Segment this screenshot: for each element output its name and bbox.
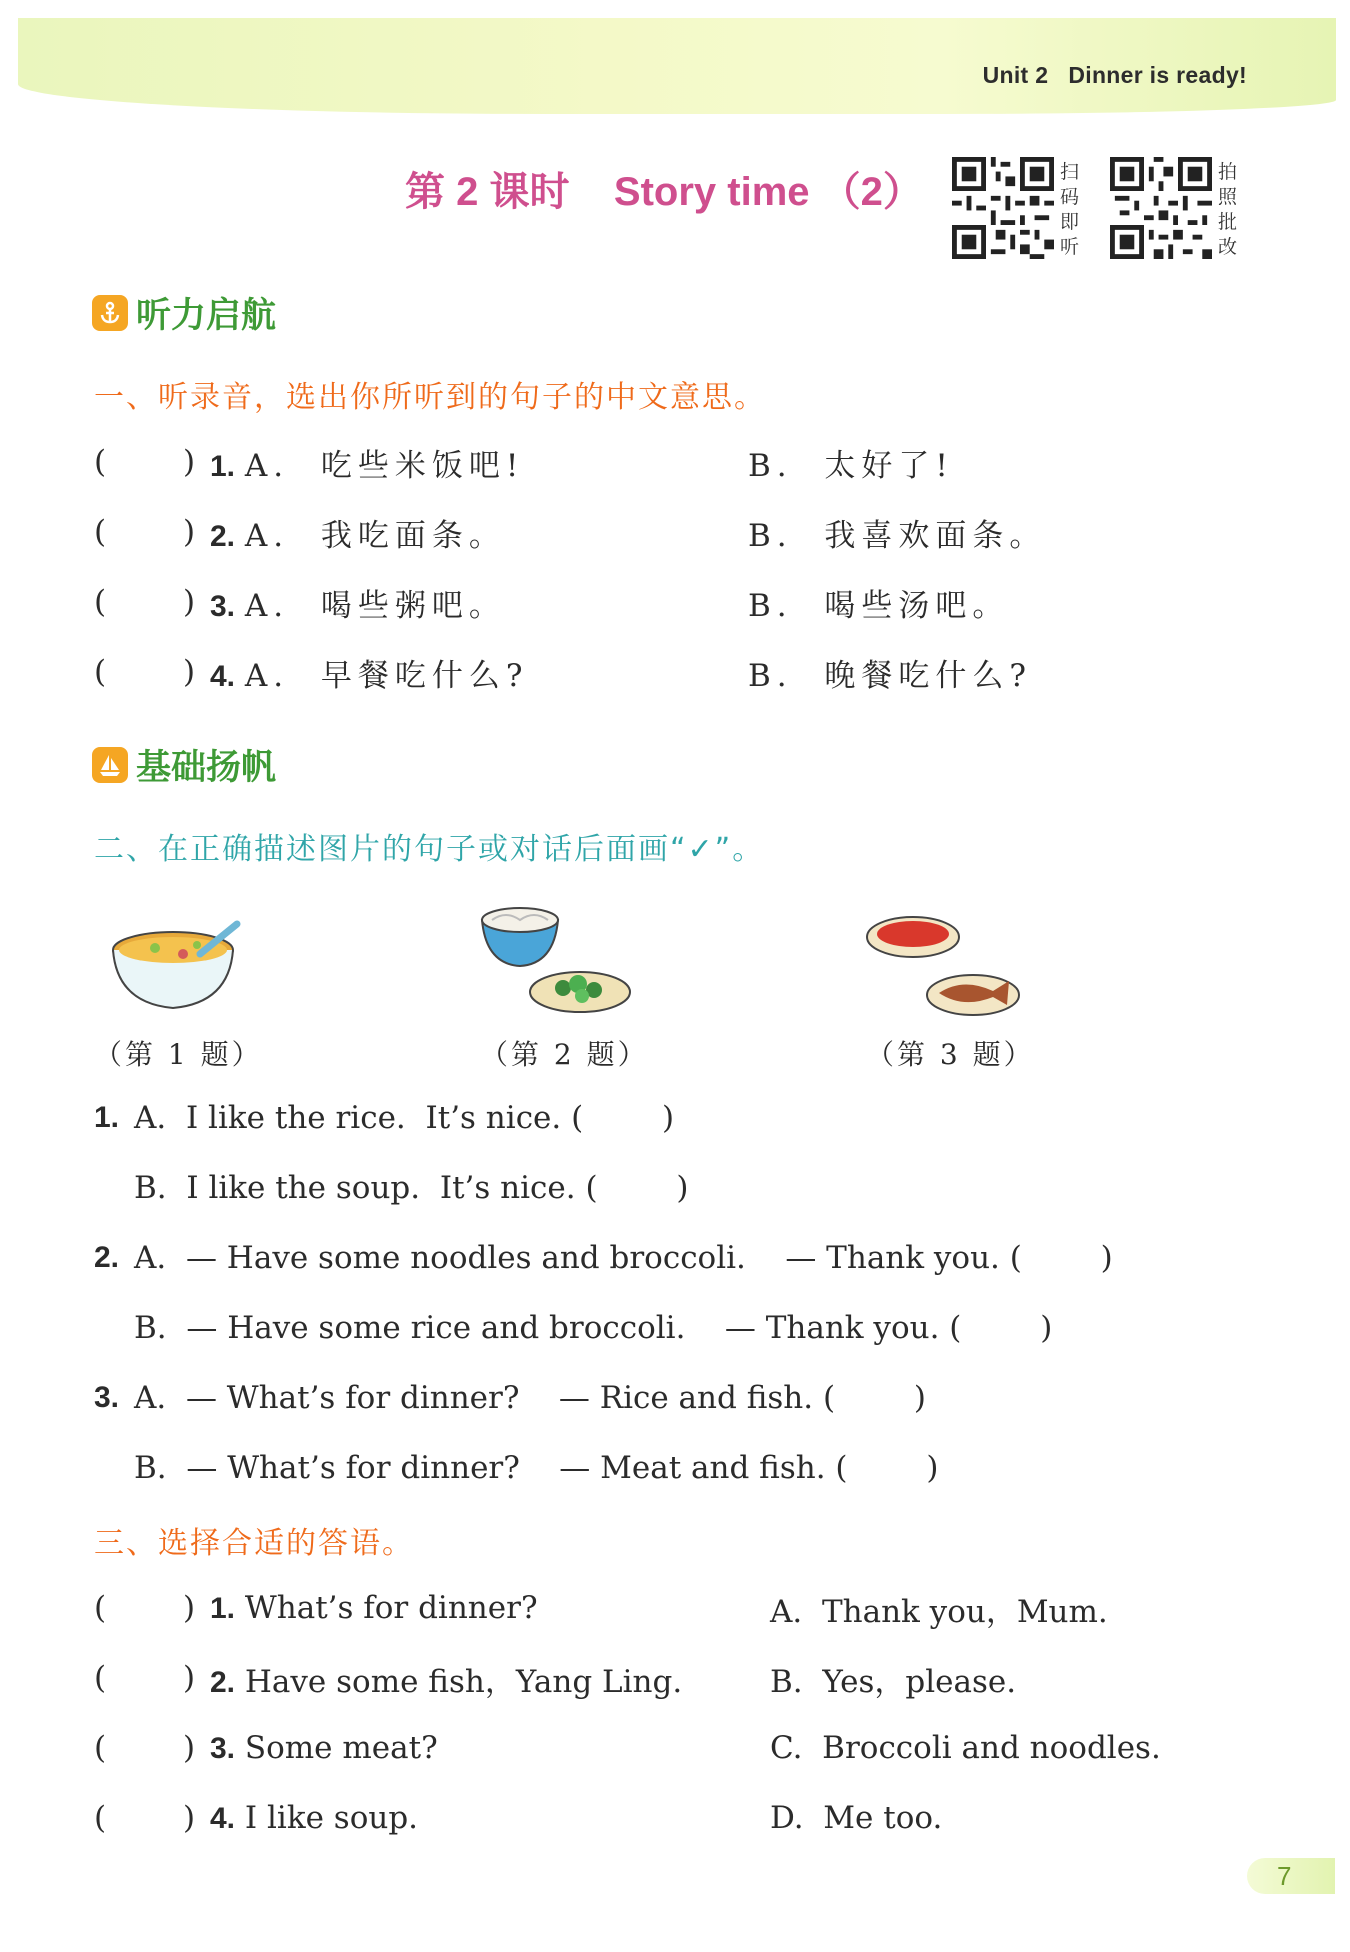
section-basics [92,740,276,790]
part3-heading: 三、选择合适的答语。 [94,1526,414,1561]
part2-line: 2. A. — Have some noodles and broccoli. — Thank you. ( ) [94,1240,1113,1276]
unit-label: Unit 2 Dinner is ready! [982,62,1247,88]
answer-blank[interactable]: ) [183,514,196,550]
part3-item: ( ) 2. Have some fish，Yang Ling. B. Yes，please. [94,1660,1017,1700]
anchor-icon [92,295,128,331]
answer-blank[interactable]: ) [183,1590,196,1626]
page-number: 7 [1247,1858,1335,1894]
part2-line: 1. A. I like the rice. It’s nice. ( ) [94,1100,675,1136]
lesson-title: 第 2 课时 Story time （2） [405,170,923,214]
part2-line: 3. A. — What’s for dinner? — Rice and fish. ( ) [94,1380,926,1416]
soup-bowl-icon [105,908,245,1018]
part1-heading: 一、听录音，选出你所听到的句子的中文意思。 [94,380,766,415]
section-listening-title: 听力启航 [136,296,277,336]
qr-code-listen-icon[interactable] [952,157,1054,259]
qr-photo-caption: 拍 照 批 改 [1218,161,1238,258]
part2-line: B. — Have some rice and broccoli. — Thank you. ( ) [134,1310,1053,1346]
picture-label-1: （第 1 题） [94,1038,263,1071]
section-basics-title: 基础扬帆 [136,748,277,788]
answer-blank[interactable]: ) [183,1660,196,1696]
meat-fish-icon [863,905,1023,1025]
part1-item: ( ) 4. A. 早餐吃什么? B. 晚餐吃什么? [94,654,1032,694]
part2-heading: 二、在正确描述图片的句子或对话后面画“✓”。 [94,832,765,867]
noodles-broccoli-icon [478,900,638,1025]
section-listening [92,288,276,338]
answer-blank[interactable]: ) [183,1730,196,1766]
picture-label-2: （第 2 题） [480,1038,649,1071]
answer-blank[interactable]: ) [183,444,196,480]
sailboat-icon [92,747,128,783]
answer-blank[interactable]: ) [183,1800,196,1836]
qr-code-photo-icon[interactable] [1110,157,1212,259]
part3-item: ( ) 3. Some meat? C. Broccoli and noodles. [94,1730,1161,1766]
part1-item: ( ) 1. A. 吃些米饭吧! B. 太好了! [94,444,954,484]
part2-line: B. — What’s for dinner? — Meat and fish. ( ) [134,1450,939,1486]
answer-blank[interactable]: ) [183,584,196,620]
part3-item: ( ) 1. What’s for dinner? A. Thank you，Mum. [94,1590,1108,1630]
answer-blank[interactable]: ) [183,654,196,690]
part1-item: ( ) 3. A. 喝些粥吧。 B. 喝些汤吧。 [94,584,1010,624]
part3-item: ( ) 4. I like soup. D. Me too. [94,1800,943,1836]
qr-scan-caption: 扫 码 即 听 [1060,161,1080,258]
part1-item: ( ) 2. A. 我吃面条。 B. 我喜欢面条。 [94,514,1047,554]
picture-label-3: （第 3 题） [866,1038,1035,1071]
part2-line: B. I like the soup. It’s nice. ( ) [134,1170,689,1206]
